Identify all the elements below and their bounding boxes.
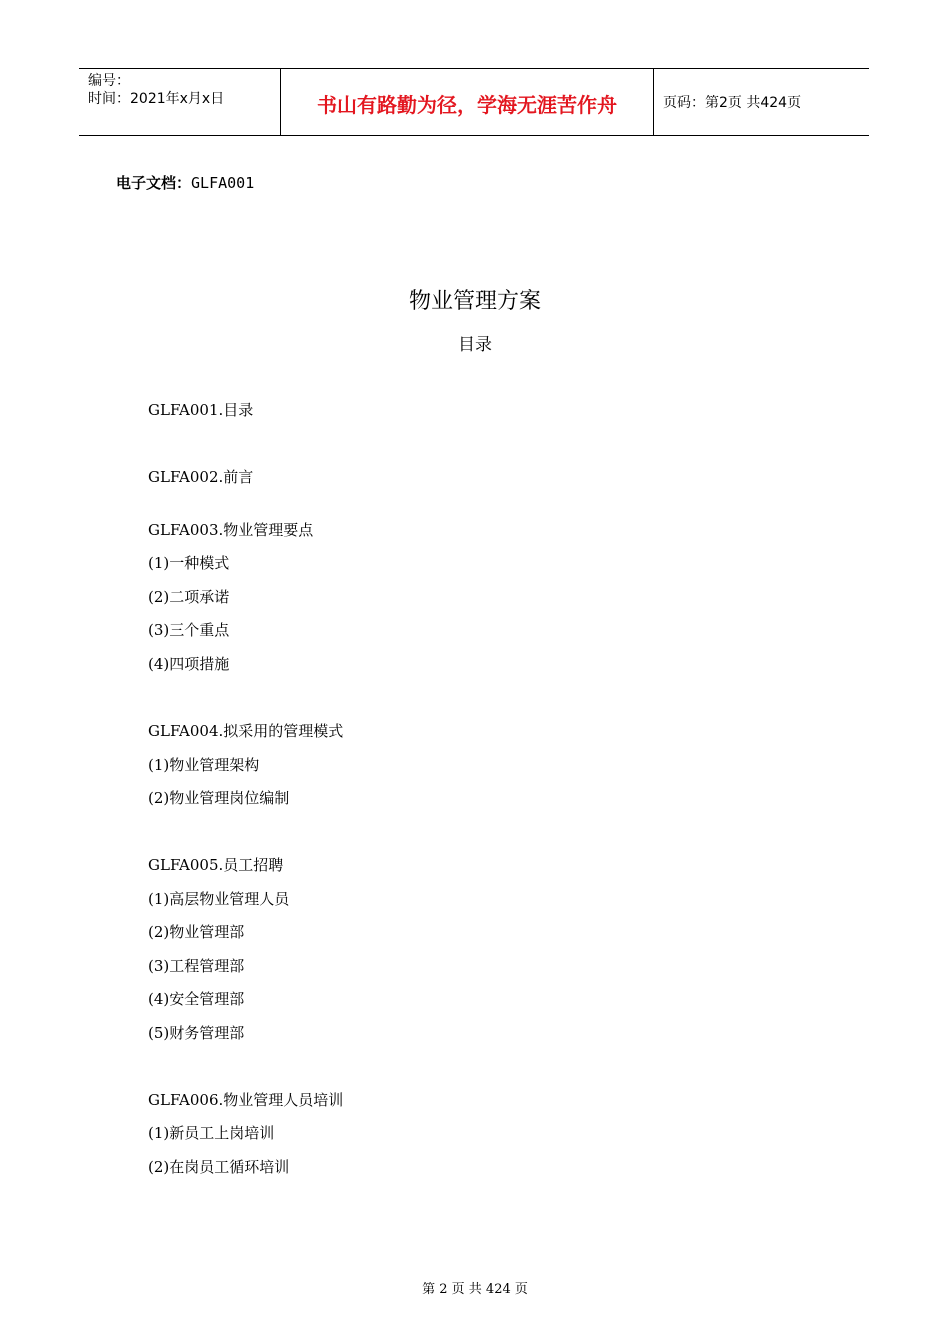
toc-subentry[interactable]: (1)新员工上岗培训 <box>148 1124 275 1142</box>
date-label: 时间：2021年x月x日 <box>88 91 225 107</box>
number-label: 编号： <box>88 73 130 89</box>
toc-subentry[interactable]: (2)物业管理岗位编制 <box>148 789 290 807</box>
page-header <box>79 68 869 136</box>
toc-subentry[interactable]: (2)二项承诺 <box>148 588 230 606</box>
document-code-value: GLFA001 <box>191 174 255 192</box>
toc-subentry[interactable]: (2)在岗员工循环培训 <box>148 1158 290 1176</box>
document-code <box>116 172 254 193</box>
toc-entry[interactable]: GLFA002.前言 <box>148 468 254 486</box>
page-footer: 第 2 页 共 424 页 <box>422 1282 528 1297</box>
header-meta <box>79 69 280 135</box>
toc-subentry[interactable]: (1)一种模式 <box>148 554 230 572</box>
toc-subentry[interactable]: (3)三个重点 <box>148 621 230 639</box>
document-subtitle: 目录 <box>458 335 492 355</box>
toc-subentry[interactable]: (3)工程管理部 <box>148 957 245 975</box>
toc-entry[interactable]: GLFA003.物业管理要点 <box>148 521 314 539</box>
document-title: 物业管理方案 <box>408 289 541 314</box>
toc-subentry[interactable]: (2)物业管理部 <box>148 923 245 941</box>
toc-subentry[interactable]: (4)四项措施 <box>148 655 230 673</box>
toc-entry[interactable]: GLFA006.物业管理人员培训 <box>148 1091 344 1109</box>
header-page-info: 页码：第2页 共424页 <box>663 95 802 111</box>
document-code-label: 电子文档： <box>116 174 192 192</box>
toc-subentry[interactable]: (1)高层物业管理人员 <box>148 890 290 908</box>
toc-subentry[interactable]: (4)安全管理部 <box>148 990 245 1008</box>
toc-subentry[interactable]: (1)物业管理架构 <box>148 756 260 774</box>
toc-entry[interactable]: GLFA005.员工招聘 <box>148 856 284 874</box>
toc-subentry[interactable]: (5)财务管理部 <box>148 1024 245 1042</box>
toc-entry[interactable]: GLFA004.拟采用的管理模式 <box>148 722 344 740</box>
header-motto: 书山有路勤为径，学海无涯苦作舟 <box>280 69 654 135</box>
toc-entry[interactable]: GLFA001.目录 <box>148 401 254 419</box>
